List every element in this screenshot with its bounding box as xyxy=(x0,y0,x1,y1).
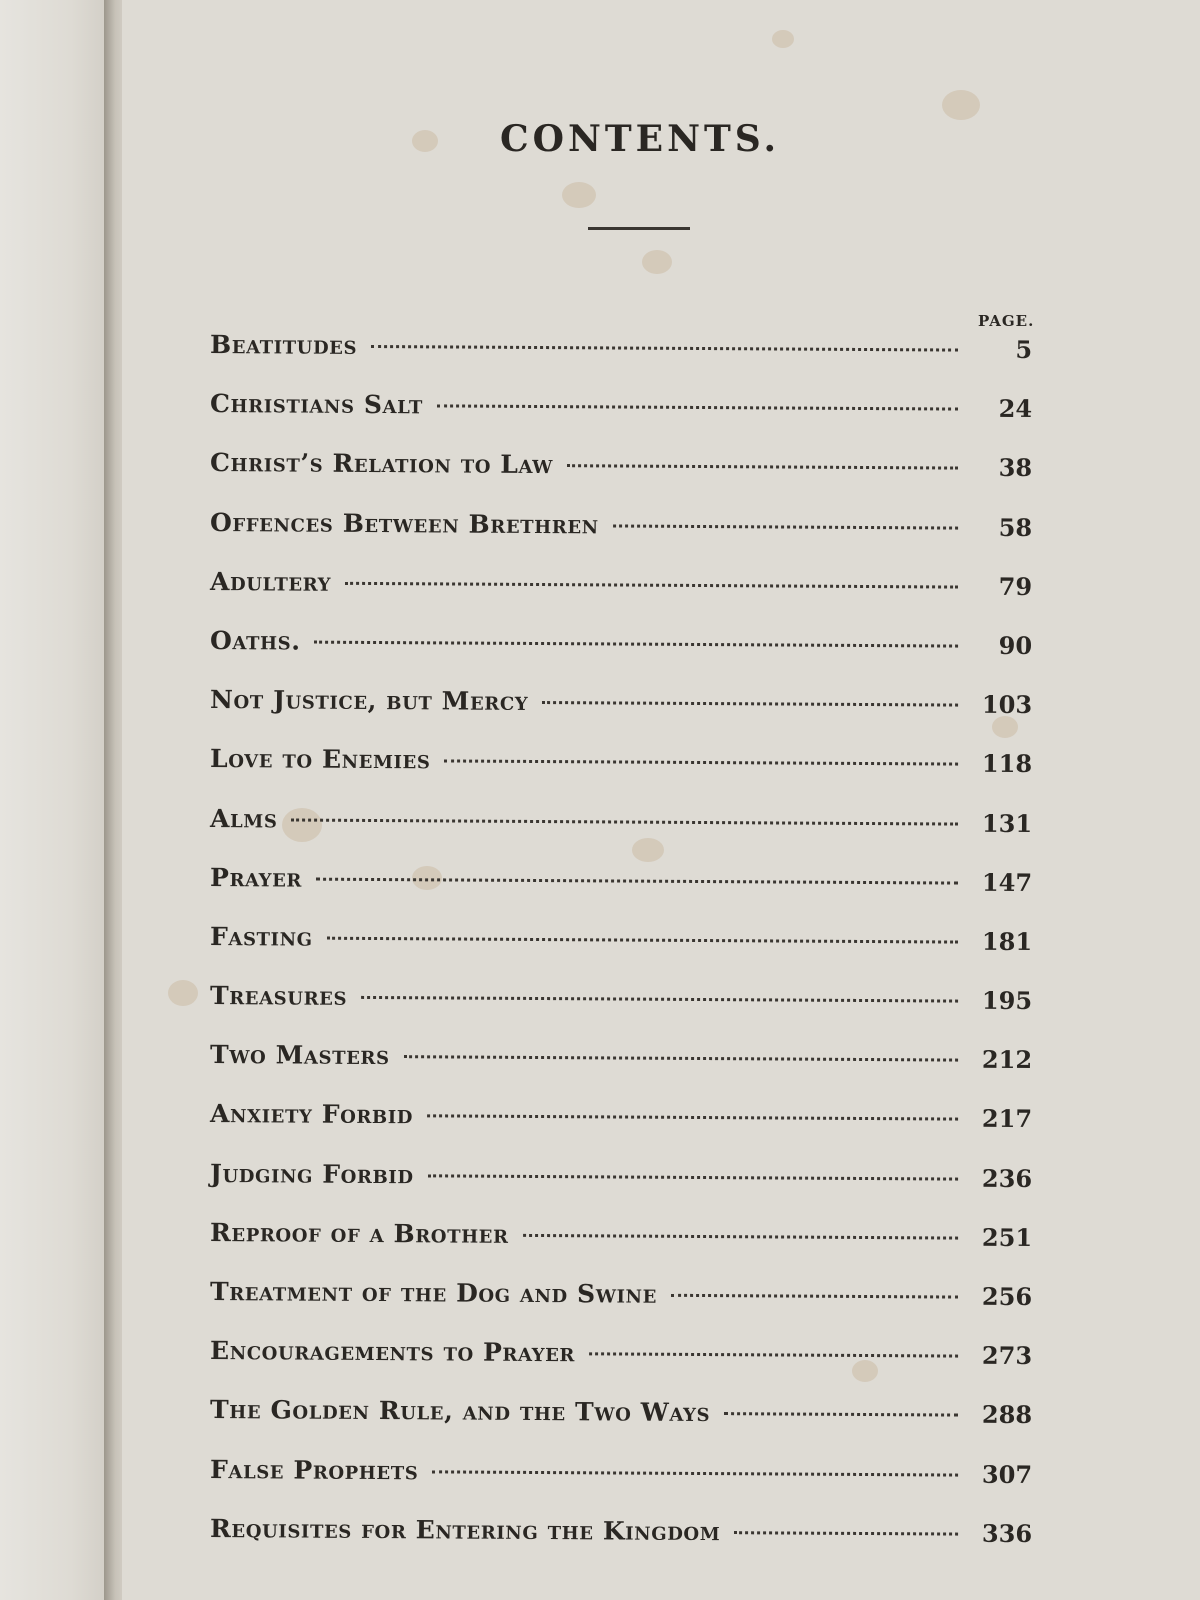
entry-page-number: 181 xyxy=(981,926,1033,956)
entry-title: The Golden Rule, and the Two Ways xyxy=(210,1395,711,1428)
entry-page-number: 288 xyxy=(981,1400,1033,1430)
dot-leader xyxy=(316,877,958,884)
entry-title: Encouragements to Prayer xyxy=(210,1336,576,1368)
dot-leader xyxy=(361,996,958,1003)
entry-page-number: 147 xyxy=(981,867,1033,897)
dot-leader xyxy=(724,1413,958,1417)
entry-page-number: 217 xyxy=(981,1104,1033,1134)
dot-leader xyxy=(371,345,958,352)
entry-title: Oaths. xyxy=(210,625,301,656)
dot-leader xyxy=(613,524,958,529)
dot-leader xyxy=(327,937,958,944)
toc-entry xyxy=(210,567,1032,631)
entry-page-number: 38 xyxy=(998,453,1033,483)
entry-page-number: 336 xyxy=(981,1518,1033,1548)
dot-leader xyxy=(404,1055,958,1061)
entry-title: Alms xyxy=(210,803,278,833)
toc-entry xyxy=(210,330,1032,394)
entry-page-number: 90 xyxy=(998,630,1033,660)
title-rule xyxy=(588,227,690,230)
dot-leader xyxy=(444,760,958,766)
dot-leader xyxy=(315,641,959,648)
entry-title: Anxiety Forbid xyxy=(210,1099,414,1130)
entry-page-number: 195 xyxy=(981,985,1033,1016)
toc-entry xyxy=(210,626,1032,690)
toc-entry xyxy=(210,685,1032,749)
toc-entry xyxy=(210,981,1032,1045)
toc-entry xyxy=(210,922,1032,986)
entry-page-number: 24 xyxy=(998,394,1033,424)
entry-title: Treasures xyxy=(210,981,348,1011)
entry-title: Reproof of a Brother xyxy=(210,1217,509,1249)
contents-page xyxy=(122,0,1200,1600)
entry-page-number: 307 xyxy=(981,1459,1033,1489)
entry-title: Two Masters xyxy=(210,1040,390,1071)
entry-page-number: 118 xyxy=(981,749,1033,779)
toc-entry xyxy=(210,508,1032,572)
entry-page-number: 256 xyxy=(981,1281,1033,1312)
table-of-contents xyxy=(210,330,1032,1573)
entry-page-number: 5 xyxy=(1015,334,1033,365)
entry-page-number: 212 xyxy=(981,1044,1033,1075)
dot-leader xyxy=(432,1470,958,1476)
contents-text-block xyxy=(122,0,1200,1600)
entry-page-number: 103 xyxy=(981,689,1033,720)
dot-leader xyxy=(523,1234,958,1240)
entry-title: Prayer xyxy=(210,862,303,893)
entry-title: Beatitudes xyxy=(210,330,358,360)
toc-entry xyxy=(210,1455,1032,1519)
entry-title: Offences Between Brethren xyxy=(210,507,599,539)
entry-page-number: 131 xyxy=(981,808,1033,838)
dot-leader xyxy=(291,818,958,825)
facing-page xyxy=(0,0,118,1600)
entry-title: Christians Salt xyxy=(210,389,424,420)
dot-leader xyxy=(427,1115,958,1121)
toc-entry xyxy=(210,1040,1032,1104)
toc-entry xyxy=(210,448,1032,512)
toc-entry xyxy=(210,1099,1032,1163)
toc-entry xyxy=(210,1514,1032,1578)
entry-title: False Prophets xyxy=(210,1454,419,1485)
dot-leader xyxy=(671,1294,958,1299)
toc-entry xyxy=(210,1277,1032,1341)
entry-page-number: 58 xyxy=(998,512,1033,542)
entry-page-number: 79 xyxy=(998,571,1033,601)
page-column-label: PAGE. xyxy=(978,312,1035,330)
dot-leader xyxy=(567,465,958,470)
toc-entry xyxy=(210,1218,1032,1282)
page-title: CONTENTS. xyxy=(499,118,781,160)
entry-title: Treatment of the Dog and Swine xyxy=(210,1277,658,1309)
toc-entry xyxy=(210,389,1032,453)
dot-leader xyxy=(428,1174,959,1180)
entry-page-number: 251 xyxy=(981,1222,1033,1252)
toc-entry xyxy=(210,804,1032,868)
entry-title: Love to Enemies xyxy=(210,744,431,775)
dot-leader xyxy=(542,701,958,707)
toc-entry xyxy=(210,863,1032,927)
entry-page-number: 236 xyxy=(981,1163,1033,1193)
toc-entry xyxy=(210,1159,1032,1223)
toc-entry xyxy=(210,1336,1032,1400)
entry-title: Requisites for Entering the Kingdom xyxy=(210,1513,721,1546)
entry-page-number: 273 xyxy=(981,1340,1033,1371)
entry-title: Christ’s Relation to Law xyxy=(210,448,554,480)
entry-title: Adultery xyxy=(210,566,332,597)
dot-leader xyxy=(734,1531,958,1535)
dot-leader xyxy=(589,1353,958,1358)
toc-entry xyxy=(210,744,1032,808)
entry-title: Judging Forbid xyxy=(210,1158,414,1189)
dot-leader xyxy=(345,582,958,589)
dot-leader xyxy=(437,405,958,411)
entry-title: Fasting xyxy=(210,921,313,952)
entry-title: Not Justice, but Mercy xyxy=(210,685,529,717)
toc-entry xyxy=(210,1395,1032,1459)
